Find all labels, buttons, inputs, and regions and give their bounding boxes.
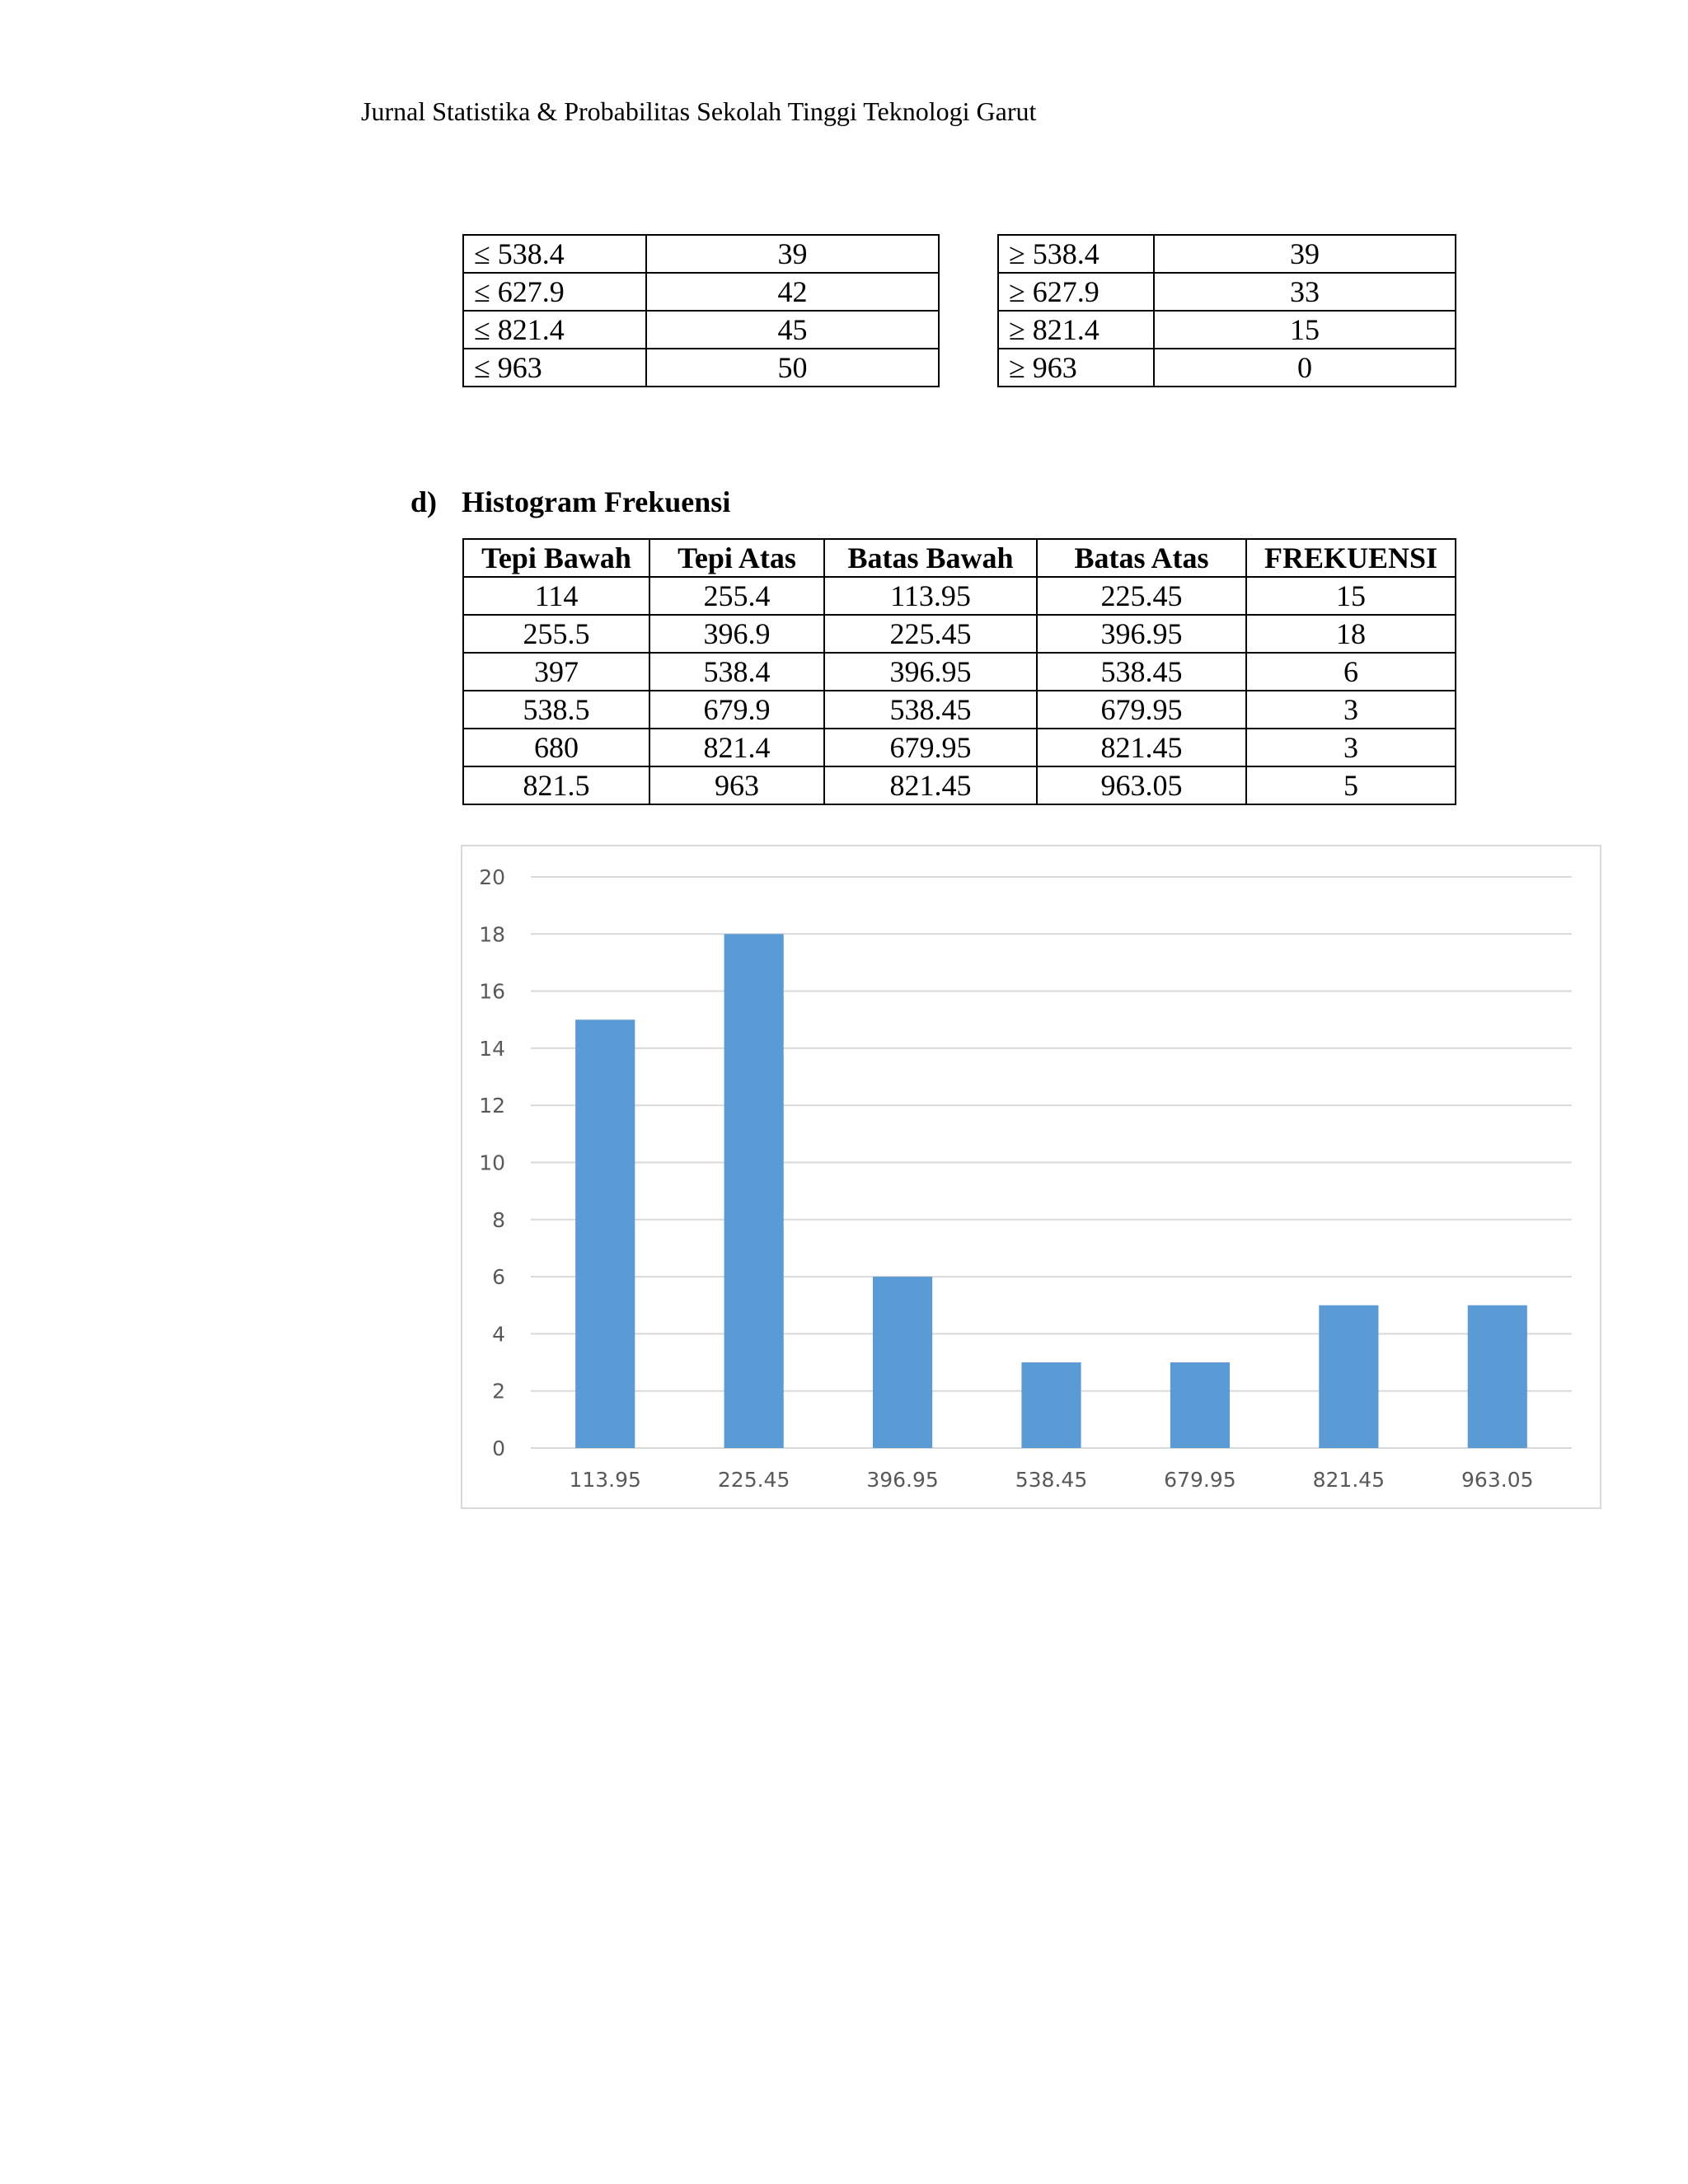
- x-tick-label: 963.05: [1461, 1468, 1534, 1492]
- y-tick-label: 8: [492, 1207, 505, 1232]
- more-than-label: ≥ 821.4: [998, 311, 1154, 349]
- histogram-chart-svg: [462, 846, 1600, 1507]
- histogram-bar: [1319, 1305, 1378, 1448]
- table-cell: 963: [649, 766, 824, 804]
- histogram-bar: [1170, 1362, 1230, 1448]
- column-header: FREKUENSI: [1246, 539, 1456, 577]
- table-gap: [939, 235, 998, 273]
- table-cell: 15: [1246, 577, 1456, 615]
- frequency-distribution-table: [462, 538, 1456, 805]
- y-tick-label: 4: [492, 1322, 505, 1347]
- y-tick-label: 18: [479, 922, 505, 947]
- cumulative-frequency-table: [462, 234, 1456, 387]
- journal-header: Jurnal Statistika & Probabilitas Sekolah Tinggi Teknologi Garut: [361, 96, 1037, 126]
- table-cell: 225.45: [824, 615, 1037, 653]
- y-tick-label: 2: [492, 1379, 505, 1404]
- table-row: [463, 691, 1456, 729]
- table-row: [463, 273, 1456, 311]
- table-cell: 679.95: [824, 729, 1037, 766]
- table-cell: 538.5: [463, 691, 649, 729]
- table-cell: 680: [463, 729, 649, 766]
- table-cell: 397: [463, 653, 649, 691]
- more-than-label: ≥ 538.4: [998, 235, 1154, 273]
- section-heading: [410, 485, 730, 519]
- x-tick-label: 225.45: [717, 1468, 790, 1492]
- histogram-bar: [873, 1277, 932, 1448]
- table-cell: 113.95: [824, 577, 1037, 615]
- table-cell: 679.9: [649, 691, 824, 729]
- x-tick-label: 679.95: [1164, 1468, 1236, 1492]
- table-cell: 821.5: [463, 766, 649, 804]
- table-cell: 538.45: [1037, 653, 1246, 691]
- histogram-bar: [1468, 1305, 1527, 1448]
- more-than-value: 39: [1154, 235, 1456, 273]
- x-tick-label: 538.45: [1015, 1468, 1088, 1492]
- histogram-chart: [461, 845, 1601, 1509]
- table-gap: [939, 273, 998, 311]
- y-tick-label: 10: [479, 1151, 505, 1175]
- table-header-row: [463, 539, 1456, 577]
- x-tick-label: 821.45: [1312, 1468, 1386, 1492]
- table-row: [463, 766, 1456, 804]
- table-cell: 963.05: [1037, 766, 1246, 804]
- y-tick-label: 16: [479, 979, 505, 1004]
- less-than-label: ≤ 821.4: [463, 311, 646, 349]
- less-than-value: 50: [646, 349, 939, 387]
- table-row: [463, 311, 1456, 349]
- y-tick-label: 6: [492, 1265, 505, 1290]
- more-than-value: 15: [1154, 311, 1456, 349]
- histogram-bar: [575, 1019, 635, 1448]
- table-row: [463, 349, 1456, 387]
- y-tick-label: 14: [479, 1036, 505, 1061]
- more-than-label: ≥ 627.9: [998, 273, 1154, 311]
- less-than-value: 42: [646, 273, 939, 311]
- column-header: Tepi Atas: [649, 539, 824, 577]
- less-than-label: ≤ 963: [463, 349, 646, 387]
- column-header: Tepi Bawah: [463, 539, 649, 577]
- table-cell: 18: [1246, 615, 1456, 653]
- table-cell: 255.5: [463, 615, 649, 653]
- table-cell: 255.4: [649, 577, 824, 615]
- more-than-label: ≥ 963: [998, 349, 1154, 387]
- less-than-value: 45: [646, 311, 939, 349]
- less-than-value: 39: [646, 235, 939, 273]
- table-cell: 396.95: [824, 653, 1037, 691]
- table-cell: 821.4: [649, 729, 824, 766]
- table-cell: 225.45: [1037, 577, 1246, 615]
- table-cell: 6: [1246, 653, 1456, 691]
- y-tick-label: 12: [479, 1094, 505, 1118]
- histogram-bar: [724, 934, 784, 1448]
- table-cell: 3: [1246, 691, 1456, 729]
- y-tick-label: 20: [479, 865, 505, 889]
- section-title: Histogram Frekuensi: [462, 485, 731, 518]
- more-than-value: 0: [1154, 349, 1456, 387]
- table-cell: 5: [1246, 766, 1456, 804]
- table-cell: 396.95: [1037, 615, 1246, 653]
- more-than-value: 33: [1154, 273, 1456, 311]
- table-gap: [939, 311, 998, 349]
- table-row: [463, 615, 1456, 653]
- table-cell: 679.95: [1037, 691, 1246, 729]
- less-than-label: ≤ 627.9: [463, 273, 646, 311]
- less-than-label: ≤ 538.4: [463, 235, 646, 273]
- x-tick-label: 396.95: [866, 1468, 939, 1492]
- table-cell: 821.45: [824, 766, 1037, 804]
- table-gap: [939, 349, 998, 387]
- table-cell: 114: [463, 577, 649, 615]
- x-tick-label: 113.95: [569, 1468, 641, 1492]
- table-row: [463, 577, 1456, 615]
- column-header: Batas Bawah: [824, 539, 1037, 577]
- histogram-bar: [1021, 1362, 1081, 1448]
- table-row: [463, 729, 1456, 766]
- table-cell: 821.45: [1037, 729, 1246, 766]
- table-cell: 3: [1246, 729, 1456, 766]
- table-cell: 538.4: [649, 653, 824, 691]
- table-row: [463, 653, 1456, 691]
- table-row: [463, 235, 1456, 273]
- section-marker: d): [410, 485, 438, 518]
- table-cell: 538.45: [824, 691, 1037, 729]
- table-cell: 396.9: [649, 615, 824, 653]
- column-header: Batas Atas: [1037, 539, 1246, 577]
- y-tick-label: 0: [492, 1436, 505, 1460]
